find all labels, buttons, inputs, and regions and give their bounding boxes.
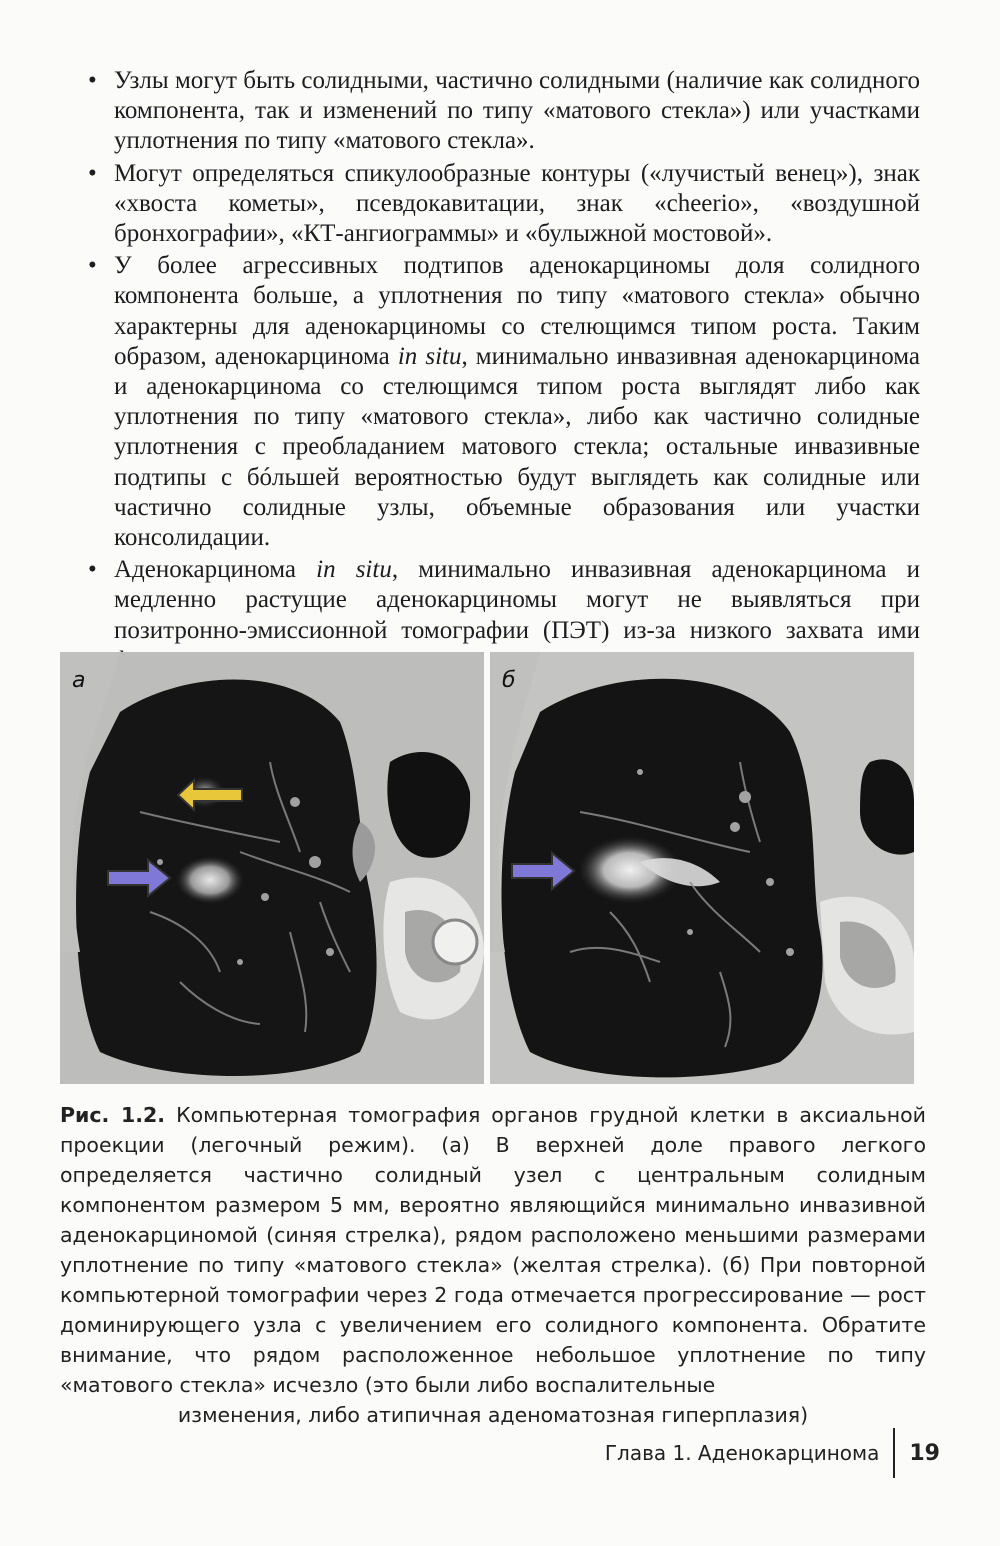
ct-scan-panel-b (490, 652, 914, 1084)
bullet-text: Узлы могут быть солидными, частично солидными (наличие как солидного компонента, так и изменений по типу «матового стекла») или участками уплотнения по типу «матового стекла». (114, 67, 920, 155)
bullet-list (88, 66, 920, 678)
bullet-dot: • (88, 159, 97, 187)
bullet-text: Аденокарцинома (114, 556, 317, 584)
page-number: 19 (909, 1440, 940, 1466)
panel-label-a: а (72, 668, 86, 693)
figure-caption (60, 1100, 926, 1430)
bullet-text: , минимально инвазивная аденокарцинома и медленно растущие аденокарциномы могут не выявляться при позитронно-эмиссионной томографии (ПЭТ) из-за низкого захвата ими (114, 556, 920, 644)
chapter-title: Глава 1. Аденокарцинома (604, 1441, 880, 1465)
ct-scan-image-b (490, 652, 914, 1084)
figure-1-2 (60, 652, 914, 1084)
ct-scan-panel-a (60, 652, 484, 1084)
bullet-dot: • (88, 556, 97, 584)
bullet-dot: • (88, 67, 97, 94)
ct-scan-image-a (60, 652, 484, 1084)
bullet-item (88, 66, 920, 157)
caption-last-line: изменения, либо атипичная аденоматозная гиперплазия) (177, 1403, 809, 1427)
panel-label-b: б (502, 668, 516, 693)
bullet-text: У более агрессивных подтипов аденокарциномы доля солидного компонента больше, а уплотнения по типу «матового стекла» обычно характерны для аденокарциномы со стелющимся типом роста. Таким образом, аденокарцинома (114, 252, 920, 370)
bullet-text: Могут определяться спикулообразные контуры («лучистый венец»), знак «хвоста кометы», псевдокавитации, знак «cheerio», «воздушной бронхографии», «КТ-ангиограммы» и «булыжной мостовой». (114, 159, 920, 248)
bullet-dot: • (88, 252, 97, 280)
caption-label: Рис. 1.2. (60, 1103, 166, 1127)
bullet-item (88, 159, 920, 250)
italic-term: in situ (316, 556, 392, 584)
bullet-item (88, 251, 920, 553)
page-footer (605, 1428, 940, 1478)
italic-term: in situ (397, 342, 462, 370)
caption-text: Компьютерная томография органов грудной клетки в аксиальной проекции (легочный режим). (а) В верхней доле правого легкого определяется частично солидный узел с центральным солидным компонентом размером 5 мм, вероятно являющийся минимально инвазивной аденокарциномой (синяя стрелка), рядом расположено меньшими размерами уплотнение по типу «матового стекла» (желтая стрелка). (б) При повторной компьютерной томографии через 2 года отмечается прогрессирование — рост доминирующего узла с увеличением его солидного компонента. Обратите внимание, что рядом расположенное небольшое уплотнение по типу «матового стекла» исчезло (это были либо воспалительные (60, 1103, 926, 1397)
bullet-text: , минимально инвазивная аденокарцинома и аденокарцинома со стелющимся типом роста выглядят либо как уплотнения по типу «матового стекла», либо как частично солидные уплотнения с преобладанием матового стекла; остальные инвазивные подтипы с бóльшей вероятностью будут выглядеть как солидные или частично солидные узлы, объемные образования или участки консолидации. (114, 342, 920, 552)
